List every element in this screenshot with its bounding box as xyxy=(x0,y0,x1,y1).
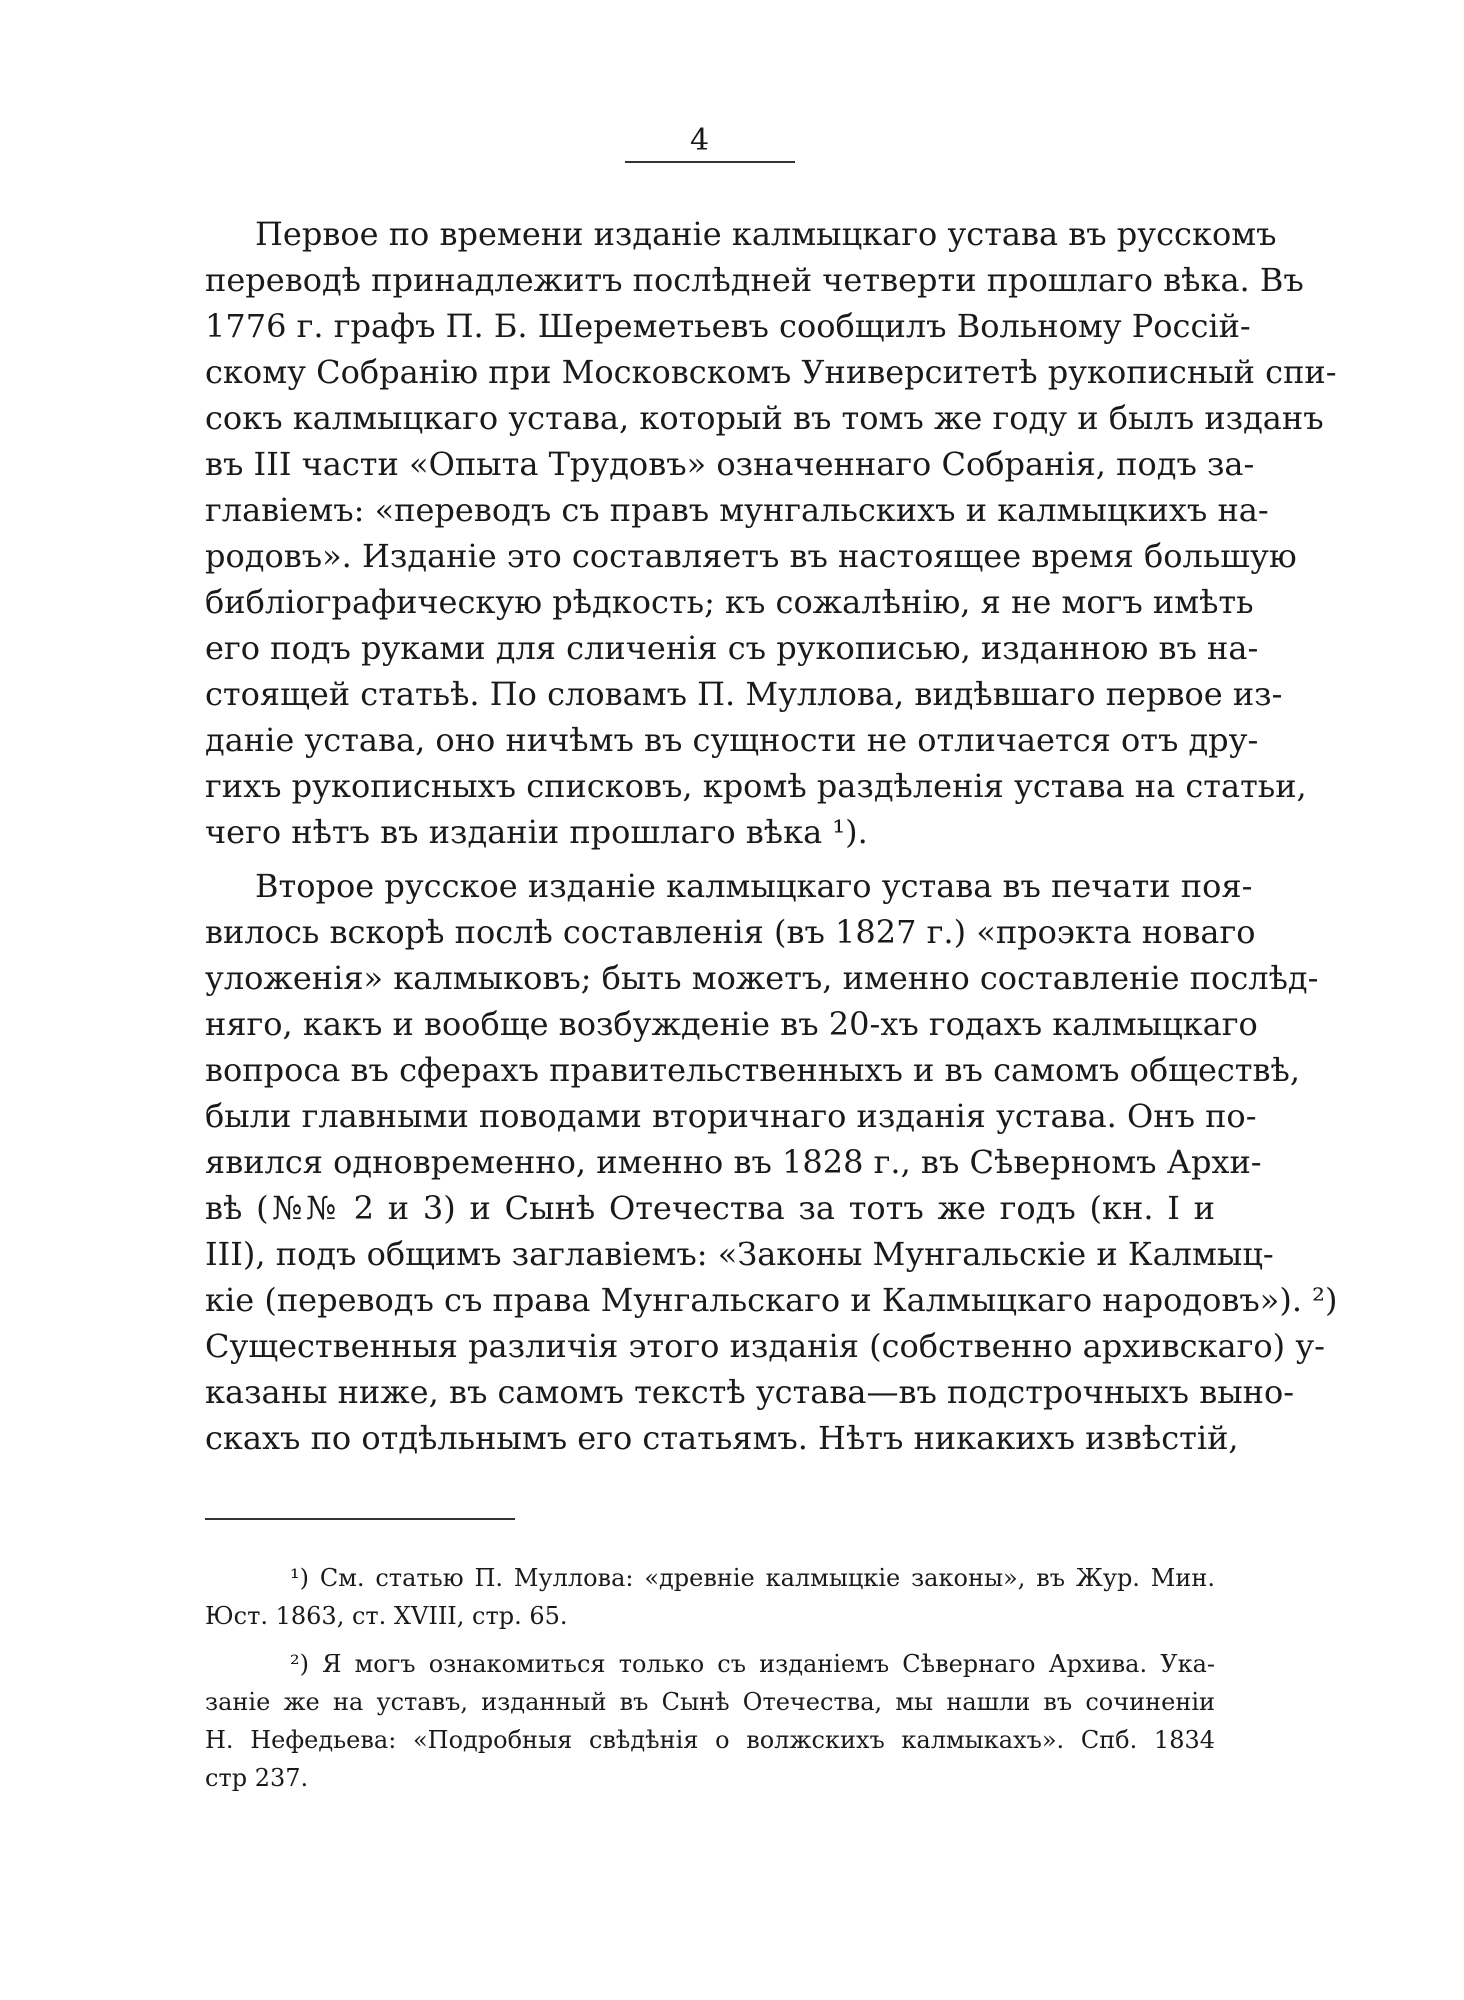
page-number: 4 xyxy=(690,123,710,158)
footnote-line: ²) Я могъ ознакомиться только съ изданіемъ Сѣвернаго Архива. Ука- xyxy=(290,1650,1215,1678)
body-line: кіе (переводъ съ права Мунгальскаго и Калмыцкаго народовъ»). ²) xyxy=(205,1281,1338,1319)
footnote-line: ¹) См. статью П. Муллова: «древніе калмыцкіе законы», въ Жур. Мин. xyxy=(290,1564,1215,1592)
body-line: уложенія» калмыковъ; быть можетъ, именно составленіе послѣд- xyxy=(205,959,1319,997)
body-line: вопроса въ сферахъ правительственныхъ и въ самомъ обществѣ, xyxy=(205,1051,1300,1089)
body-line: въ III части «Опыта Трудовъ» означеннаго Собранія, подъ за- xyxy=(205,445,1255,483)
body-line: III), подъ общимъ заглавіемъ: «Законы Мунгальскіе и Калмыц- xyxy=(205,1235,1274,1273)
body-line: даніе устава, оно ничѣмъ въ сущности не отличается отъ дру- xyxy=(205,721,1259,759)
body-line: казаны ниже, въ самомъ текстѣ устава—въ подстрочныхъ выно- xyxy=(205,1373,1295,1411)
page-number-rule xyxy=(625,161,795,163)
body-line: Второе русское изданіе калмыцкаго устава въ печати поя- xyxy=(255,867,1253,905)
body-line: родовъ». Изданіе это составляетъ въ настоящее время большую xyxy=(205,537,1297,575)
body-line: няго, какъ и вообще возбужденіе въ 20-хъ годахъ калмыцкаго xyxy=(205,1005,1258,1043)
body-line: сокъ калмыцкаго устава, который въ томъ же году и былъ изданъ xyxy=(205,399,1324,437)
body-line: стоящей статьѣ. По словамъ П. Муллова, видѣвшаго первое из- xyxy=(205,675,1283,713)
body-line: библіографическую рѣдкость; къ сожалѣнію, я не могъ имѣть xyxy=(205,583,1254,621)
footnote-line: Юст. 1863, ст. XVIII, стр. 65. xyxy=(205,1602,568,1630)
body-line: гихъ рукописныхъ списковъ, кромѣ раздѣленія устава на статьи, xyxy=(205,767,1307,805)
footnote-line: стр 237. xyxy=(205,1764,309,1792)
body-line: явился одновременно, именно въ 1828 г., въ Сѣверномъ Архи- xyxy=(205,1143,1262,1181)
footnote-line: заніе же на уставъ, изданный въ Сынѣ Отечества, мы нашли въ сочиненіи xyxy=(205,1688,1215,1716)
footnote-line: Н. Нефедьева: «Подробныя свѣдѣнія о волжскихъ калмыкахъ». Спб. 1834 xyxy=(205,1726,1215,1754)
body-line: его подъ руками для сличенія съ рукописью, изданною въ на- xyxy=(205,629,1259,667)
body-line: были главными поводами вторичнаго изданія устава. Онъ по- xyxy=(205,1097,1257,1135)
body-line: скому Собранію при Московскомъ Университетѣ рукописный спи- xyxy=(205,353,1337,391)
body-line: скахъ по отдѣльнымъ его статьямъ. Нѣтъ никакихъ извѣстій, xyxy=(205,1419,1239,1457)
footnote-rule xyxy=(205,1518,515,1520)
body-line: чего нѣтъ въ изданіи прошлаго вѣка ¹). xyxy=(205,813,868,851)
body-line: вилось вскорѣ послѣ составленія (въ 1827 г.) «проэкта новаго xyxy=(205,913,1256,951)
body-line: 1776 г. графъ П. Б. Шереметьевъ сообщилъ Вольному Россій- xyxy=(205,307,1251,345)
body-line: переводѣ принадлежитъ послѣдней четверти прошлаго вѣка. Въ xyxy=(205,261,1304,299)
body-line: Существенныя различія этого изданія (собственно архивскаго) у- xyxy=(205,1327,1325,1365)
body-line: главіемъ: «переводъ съ правъ мунгальскихъ и калмыцкихъ на- xyxy=(205,491,1269,529)
body-line: вѣ (№№ 2 и 3) и Сынѣ Отечества за тотъ же годъ (кн. I и xyxy=(205,1189,1215,1227)
body-line: Первое по времени изданіе калмыцкаго устава въ русскомъ xyxy=(255,215,1277,253)
